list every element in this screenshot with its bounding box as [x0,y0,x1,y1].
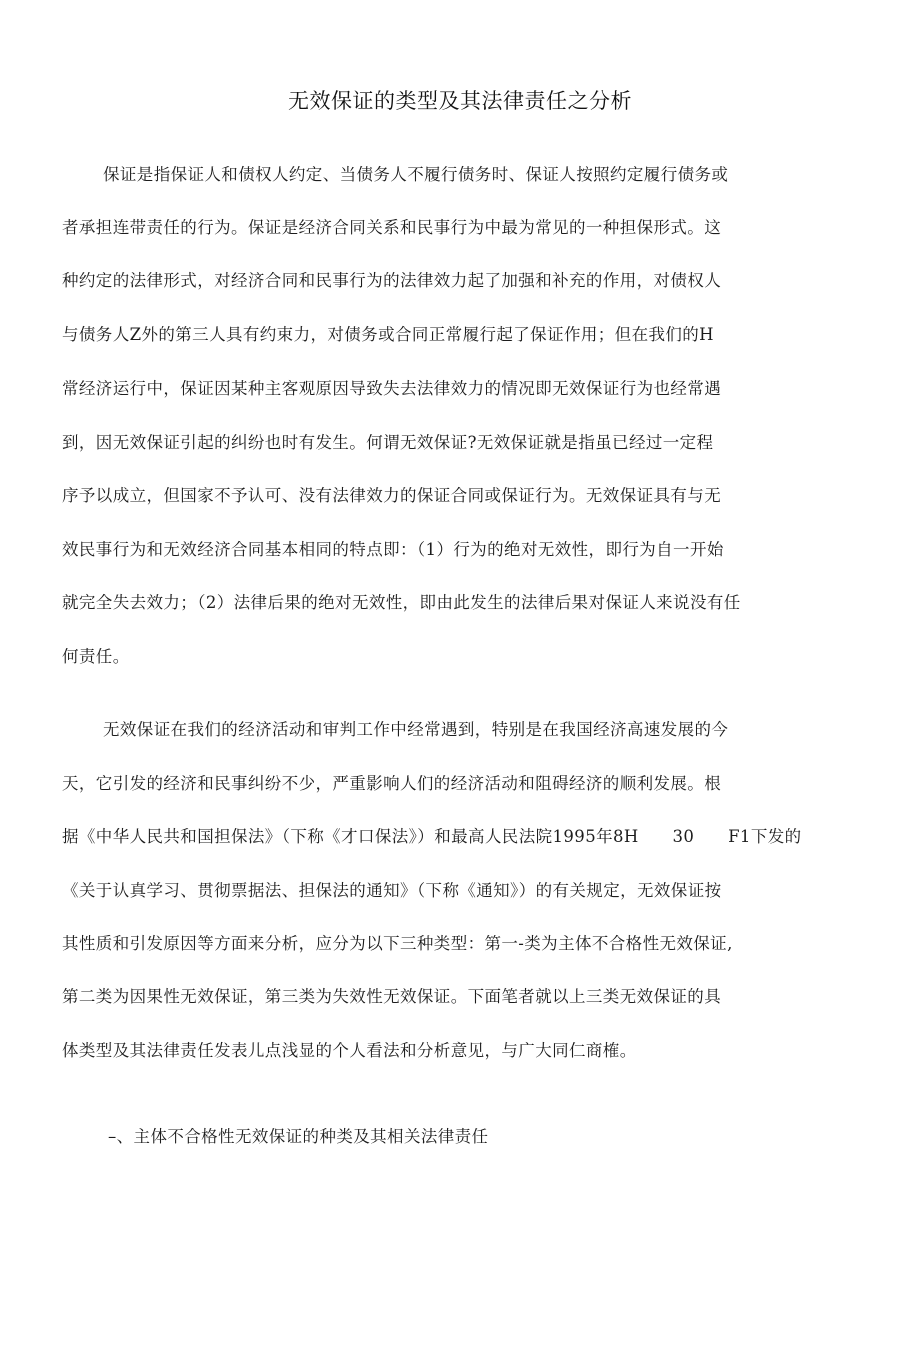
paragraph-line: 与债务人Z外的第三人具有约束力，对债务或合同正常履行起了保证作用；但在我们的H [62,325,714,344]
paragraph-line: 到，因无效保证引起的纠纷也时有发生。何谓无效保证?无效保证就是指虽已经过一定程 [62,433,714,452]
paragraph-line: 效民事行为和无效经济合同基本相同的特点即：（1）行为的绝对无效性，即行为自一开始 [62,540,724,559]
paragraph-line: 第二类为因果性无效保证，第三类为失效性无效保证。下面笔者就以上三类无效保证的具 [62,987,722,1006]
paragraph-line: 常经济运行中，保证因某种主客观原因导致失去法律效力的情况即无效保证行为也经常遇 [62,379,722,398]
paragraph-line: 据《中华人民共和国担保法》（下称《才口保法》）和最高人民法院1995年8H 30 F1下发的 [62,827,802,846]
document-title: 无效保证的类型及其法律责任之分析 [288,89,632,113]
paragraph-line: 何责任。 [62,647,130,666]
paragraph-line: 《关于认真学习、贯彻票据法、担保法的通知》（下称《通知》）的有关规定，无效保证按 [62,881,722,900]
paragraph-line: 就完全失去效力；（2）法律后果的绝对无效性，即由此发生的法律后果对保证人来说没有任 [62,593,741,612]
paragraph-line: 天，它引发的经济和民事纠纷不少，严重影响人们的经济活动和阻碍经济的顺利发展。根 [62,774,722,793]
paragraph-line: 序予以成立，但国家不予认可、没有法律效力的保证合同或保证行为。无效保证具有与无 [62,486,722,505]
section-heading: –、主体不合格性无效保证的种类及其相关法律责任 [108,1127,489,1146]
paragraph-line: 种约定的法律形式，对经济合同和民事行为的法律效力起了加强和补充的作用，对债权人 [62,271,722,290]
paragraph-line: 者承担连带责任的行为。保证是经济合同关系和民事行为中最为常见的一种担保形式。这 [62,218,722,237]
paragraph-line: 保证是指保证人和债权人约定、当债务人不履行债务时、保证人按照约定履行债务或 [103,165,729,184]
paragraph-line: 无效保证在我们的经济活动和审判工作中经常遇到，特别是在我国经济高速发展的今 [103,720,729,739]
paragraph-line: 其性质和引发原因等方面来分析，应分为以下三种类型：第一-类为主体不合格性无效保证, [62,934,733,953]
paragraph-line: 体类型及其法律责任发表儿点浅显的个人看法和分析意见，与广大同仁商榷。 [62,1041,637,1060]
